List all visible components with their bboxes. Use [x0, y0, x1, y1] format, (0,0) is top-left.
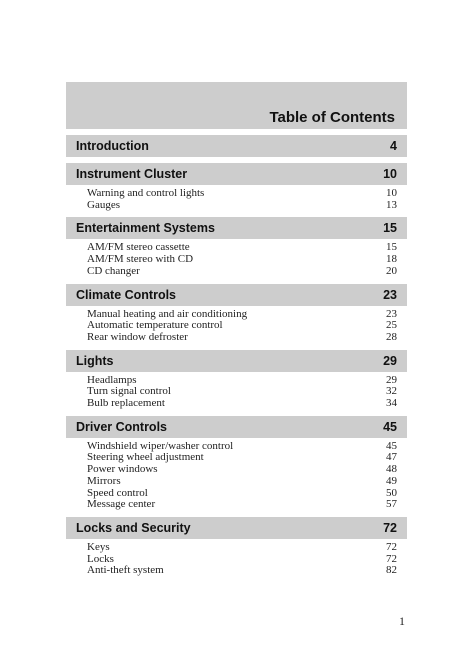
entry-page-number: 10 [386, 187, 397, 199]
section-entries [66, 306, 407, 344]
section-entries [66, 438, 407, 511]
toc-entry[interactable] [87, 476, 397, 488]
section-heading[interactable] [66, 135, 407, 157]
toc-entry[interactable] [87, 565, 397, 577]
entry-page-number: 47 [386, 451, 397, 464]
section-title: Lights [76, 353, 114, 368]
entry-label: Manual heating and air conditioning [87, 307, 248, 320]
section-heading[interactable] [66, 217, 407, 239]
toc-entry[interactable] [87, 188, 397, 200]
entry-label: Locks [87, 552, 114, 565]
toc-entry[interactable] [87, 266, 397, 278]
section-entries [66, 372, 407, 410]
section-title: Entertainment Systems [76, 221, 215, 236]
entry-label: Keys [87, 540, 110, 553]
section-heading[interactable] [66, 163, 407, 185]
entry-page-number: 20 [386, 264, 397, 277]
toc-section [66, 350, 407, 410]
entry-page-number: 18 [386, 253, 397, 266]
entry-page-number: 34 [386, 397, 397, 410]
section-title: Climate Controls [76, 287, 177, 302]
entry-label: AM/FM stereo cassette [87, 241, 190, 254]
entry-label: Warning and control lights [87, 187, 205, 199]
section-heading[interactable] [66, 517, 407, 539]
section-page-number: 23 [383, 287, 397, 302]
entry-page-number: 25 [386, 319, 397, 332]
entry-page-number: 82 [386, 564, 397, 577]
entry-label: Windshield wiper/washer control [87, 439, 234, 452]
section-page-number: 45 [383, 419, 397, 434]
toc-section [66, 517, 407, 577]
toc-section [66, 416, 407, 511]
table-of-contents [66, 135, 407, 583]
entry-page-number: 72 [386, 552, 397, 565]
entry-page-number: 45 [386, 439, 397, 452]
entry-label: AM/FM stereo with CD [87, 253, 194, 266]
entry-page-number: 32 [386, 385, 397, 398]
entry-page-number: 28 [386, 330, 397, 343]
toc-entry[interactable] [87, 200, 397, 212]
entry-label: Gauges [87, 198, 120, 211]
entry-page-number: 13 [386, 198, 397, 211]
section-page-number: 10 [383, 167, 397, 181]
entry-label: Message center [87, 498, 156, 511]
title-banner [66, 82, 407, 129]
section-heading[interactable] [66, 284, 407, 306]
toc-section [66, 217, 407, 277]
section-title: Instrument Cluster [76, 167, 188, 181]
entry-page-number: 57 [386, 498, 397, 511]
entry-page-number: 15 [386, 241, 397, 254]
entry-page-number: 48 [386, 463, 397, 476]
entry-page-number: 72 [386, 540, 397, 553]
section-heading[interactable] [66, 350, 407, 372]
entry-page-number: 49 [386, 474, 397, 487]
entry-label: Rear window defroster [87, 330, 188, 343]
section-title: Driver Controls [76, 419, 167, 434]
toc-entry[interactable] [87, 499, 397, 511]
toc-entry[interactable] [87, 542, 397, 554]
entry-label: Power windows [87, 463, 158, 476]
page-number: 1 [399, 614, 405, 628]
entry-page-number: 50 [386, 486, 397, 499]
toc-section [66, 135, 407, 157]
toc-entry[interactable] [87, 464, 397, 476]
toc-section [66, 284, 407, 344]
section-title: Introduction [76, 139, 149, 153]
section-page-number: 4 [390, 139, 397, 153]
section-heading[interactable] [66, 416, 407, 438]
entry-label: Turn signal control [87, 385, 171, 398]
section-page-number: 72 [383, 520, 397, 535]
section-entries [66, 185, 407, 211]
entry-label: Speed control [87, 486, 148, 499]
page-title: Table of Contents [269, 109, 395, 126]
entry-label: Headlamps [87, 373, 137, 386]
entry-label: Bulb replacement [87, 397, 165, 410]
entry-label: Anti-theft system [87, 564, 164, 577]
entry-label: Steering wheel adjustment [87, 451, 204, 464]
entry-page-number: 23 [386, 307, 397, 320]
section-entries [66, 239, 407, 277]
section-page-number: 29 [383, 353, 397, 368]
entry-label: Mirrors [87, 474, 121, 487]
entry-page-number: 29 [386, 373, 397, 386]
entry-label: CD changer [87, 264, 140, 277]
toc-entry[interactable] [87, 332, 397, 344]
section-title: Locks and Security [76, 520, 191, 535]
section-entries [66, 539, 407, 577]
toc-entry[interactable] [87, 398, 397, 410]
toc-section [66, 163, 407, 211]
section-page-number: 15 [383, 221, 397, 236]
entry-label: Automatic temperature control [87, 319, 223, 332]
